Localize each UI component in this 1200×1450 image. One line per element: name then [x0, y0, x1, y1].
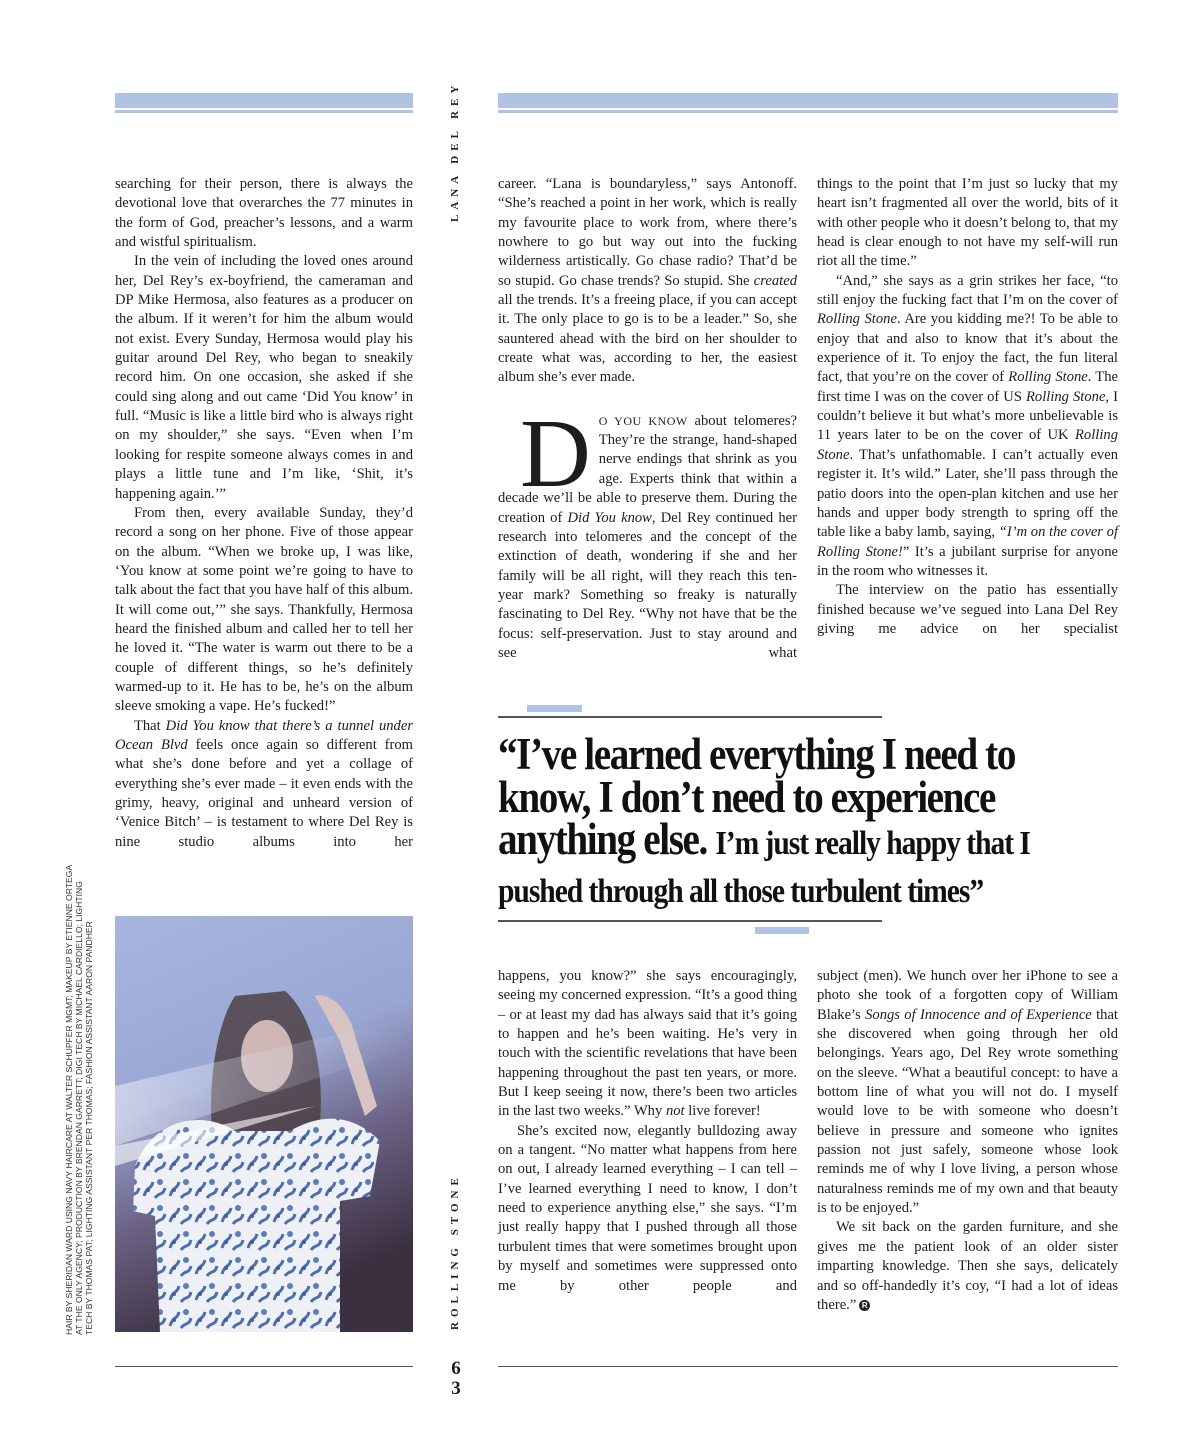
text-run: searching for their person, there is always the devotional love that overarches the 77 minutes in the form of God, preacher’s lessons, and a warm and wistful spiritualism.	[115, 176, 413, 251]
header-accent-bar-left	[115, 93, 413, 108]
pull-quote-rule-bottom	[498, 920, 882, 922]
text-run: that she discovered when going through her old belongings. Years ago, Del Rey wrote something on the sleeve. “What a beautiful concept: to have a bottom line of what you will not do. I myself would love to be with someone who doesn’t believe in pressure and someone who ignites passion not just safely, someone whose look reminds me of why I love living, a person whose naturalness reminds me of my own and that beauty is to be enjoyed.”	[817, 1006, 1118, 1217]
text-run: all the trends. It’s a freeing place, if you can accept it. The only place to go is to be a leader.” So, she sauntered ahead with the bird on her shoulder to create what was, according to her, the easiest album she’s ever made.	[498, 292, 797, 386]
italic-text-run: created	[753, 272, 797, 289]
paragraph	[817, 581, 1118, 639]
text-run: happens, you know?” she says encouragingly, seeing my concerned expression. “It’s a good thing – or at least my dad has always said that it’s going to happen and he’s been waiting. He’s very in touch with the scientific revelations that have been happening throughout the past ten years, or more. But I keep seeing it now, there’s been two articles in the last two weeks.” Why	[498, 968, 797, 1120]
text-run: things to the point that I’m just so lucky that my heart isn’t fragmented all over the world, bits of it with other people who it doesn’t belong to, that my head is clear enough to not have my self-will run riot all the time.”	[817, 176, 1118, 270]
paragraph	[498, 1122, 797, 1296]
pull-quote-main: “I’ve learned everything I need to know, I don’t need to experience anything else.	[498, 729, 1016, 864]
text-run: In the vein of including the loved ones around her, Del Rey’s ex-boyfriend, the cameraman and DP Mike Hermosa, also features as a producer on the album. If it weren’t for him the album would not exist. Every Sunday, Hermosa would play his guitar around Del Rey, who began to sneakily record him. On one occasion, she asked if she could sing along and out came ‘Did You know’ in full. “Music is like a little bird who is always right on my shoulder,” she says. “Even when I’m looking for respite someone always comes in and plays a little tune and I’m like, ‘Shit, it’s happening again.’”	[115, 253, 413, 502]
italic-text-run: Songs of Innocence and of Experience	[865, 1006, 1092, 1023]
page-number	[447, 1359, 465, 1399]
text-run: I couldn’t believe it but what’s more unbelievable is 11 years later to be on the cover of UK	[817, 388, 1118, 444]
text-run: live forever!	[684, 1103, 761, 1120]
portrait-photo	[115, 916, 413, 1332]
page-number-digit: 6	[451, 1358, 461, 1379]
article-column-1	[115, 175, 413, 852]
pull-quote-accent-bottom	[755, 927, 809, 934]
section-running-head: LANA DEL REY	[449, 80, 461, 222]
article-column-3-bottom	[817, 967, 1118, 1315]
text-run: “And,” she says as a grin strikes her face, “to still enjoy the fucking fact that I’m on the cover of	[817, 272, 1118, 309]
italic-text-run: Rolling Stone	[817, 427, 1118, 463]
page-number-digit: 3	[451, 1378, 461, 1399]
text-run: feels once again so different from what she’s done before and yet a collage of everything she’s ever made – it even ends with the grimy, heavy, original and unheard version of ‘Venice Bitch’ – is testament to where Del Rey is nine studio albums into her	[115, 736, 413, 850]
paragraph	[115, 175, 413, 252]
article-column-2-bottom	[498, 967, 797, 1296]
paragraph	[498, 967, 797, 1122]
pull-quote-accent-top	[527, 705, 582, 712]
italic-text-run: Did You know that there’s a tunnel under Ocean Blvd	[115, 717, 413, 753]
text-run: That	[133, 717, 166, 734]
italic-text-run: Rolling Stone,	[1026, 388, 1110, 405]
paragraph	[817, 272, 1118, 582]
drop-cap: D	[520, 399, 591, 508]
article-column-3-top	[817, 175, 1118, 639]
lead-in: O YOU KNOW	[598, 413, 688, 428]
italic-text-run: Rolling Stone	[1008, 369, 1088, 386]
italic-text-run: Did You know	[567, 509, 652, 526]
paragraph	[817, 1218, 1118, 1315]
rolling-stone-end-mark-icon: R	[859, 1300, 870, 1311]
text-run: about telomeres? They’re the strange, hand-shaped nerve endings that shrink as you age. Experts think that within a decade we’ll be able to preserve them. During the creation of	[498, 412, 797, 526]
pull-quote-tail: I’m just really happy that I pushed through all those turbulent times”	[498, 825, 1030, 910]
text-run: She’s excited now, elegantly bulldozing away on a tangent. “No matter what happens from here on out, I already learned everything – I can tell – I’ve learned everything I need to know, I don’t need to experience anything else,” she says. “I’m just really happy that I pushed through all those turbulent times that were sometimes brought upon by myself and sometimes were suppressed onto me by other people and	[498, 1122, 797, 1294]
paragraph-body	[817, 1219, 1118, 1312]
italic-text-run: not	[665, 1103, 685, 1120]
text-run: , Del Rey continued her research into telomeres and the concept of the extinction of death, wondering if she and her family will be all right, will they reach this ten-year mark? Something so freaky is naturally fascinating to Del Rey. “Why not have that be the focus: self-preservation. Just to stay around and see what	[498, 509, 797, 661]
footer-rule-left	[115, 1366, 413, 1367]
text-run: . Are you kidding me?! To be able to enjoy that and also to know that it’s about the experience of it. To enjoy the fact, the fun literal fact, that you’re on the cover of	[817, 311, 1118, 386]
text-run: . The first time I was on the cover of US	[817, 369, 1118, 405]
italic-text-run: “I’m on the cover of Rolling Stone!	[817, 524, 1118, 560]
drop-cap-paragraph	[498, 399, 797, 663]
text-run: We sit back on the garden furniture, and she gives me the patient look of an older sister imparting knowledge. Then she says, delicately and so off-handedly it’s coy, “I had a lot of ideas there.”	[817, 1219, 1118, 1313]
text-run: From then, every available Sunday, they’d record a song on her phone. Five of those appear on the album. “When we broke up, I was like, ‘You know at some point we’re going to have to talk about the fact that you have half of this album. It will come out,’” she says. Thankfully, Hermosa heard the finished album and called her to tell her he loved it. “The water is warm out there to be a couple of different things, so he’s definitely warmed-up to it. He has to be, he’s on the album sleeve smoking a vape. He’s fucked!”	[115, 504, 413, 715]
header-accent-bar-right	[498, 93, 1118, 108]
photo-credits: HAIR BY SHERIDAN WARD USING NAVY HAIRCARE AT WALTER SCHUPFER MGMT; MAKEUP BY ETIENNE ORTEGA AT THE ONLY AGENCY; PRODUCTION BY BRENDAN GARRETT; DIGI TECH BY MICHAEL CARDIELLO; LIGHTING TECH BY THOMAS PAT; LIGHTING ASSISTANT PER THOMAS; FASHION ASSISTANT AARON PANDHER	[64, 865, 94, 1335]
paragraph	[498, 175, 797, 388]
pull-quote	[498, 729, 1111, 913]
text-run: subject (men). We hunch over her iPhone to see a photo she took of a forgotten copy of William Blake’s	[817, 968, 1118, 1023]
text-run: The interview on the patio has essentially finished because we’ve segued into Lana Del Rey giving me advice on her specialist	[817, 582, 1118, 637]
article-column-2-top	[498, 175, 797, 663]
paragraph	[115, 717, 413, 852]
text-run: career. “Lana is boundaryless,” says Antonoff. “She’s reached a point in her work, which is really my favourite place to work from, where there’s nowhere to go but way out into the fucking wilderness artistically. Go chase radio? That’d be so stupid. Go chase trends? So stupid. She	[498, 176, 797, 289]
paragraph	[115, 504, 413, 717]
text-run: . That’s unfathomable. I can’t actually even register it. It’s wild.” Later, she’ll pass through the patio doors into the open-plan kitchen and use her hands and upper body strength to spring off the table like a baby lamb, saying,	[817, 446, 1118, 541]
magazine-running-head: ROLLING STONE	[449, 1173, 461, 1330]
pull-quote-rule-top	[498, 716, 882, 718]
footer-rule-right	[498, 1366, 1118, 1367]
text-run: ” It’s a jubilant surprise for anyone in the room who witnesses it.	[817, 543, 1118, 579]
paragraph	[817, 175, 1118, 272]
paragraph	[817, 967, 1118, 1218]
italic-text-run: Rolling Stone	[817, 311, 897, 328]
paragraph	[115, 252, 413, 503]
